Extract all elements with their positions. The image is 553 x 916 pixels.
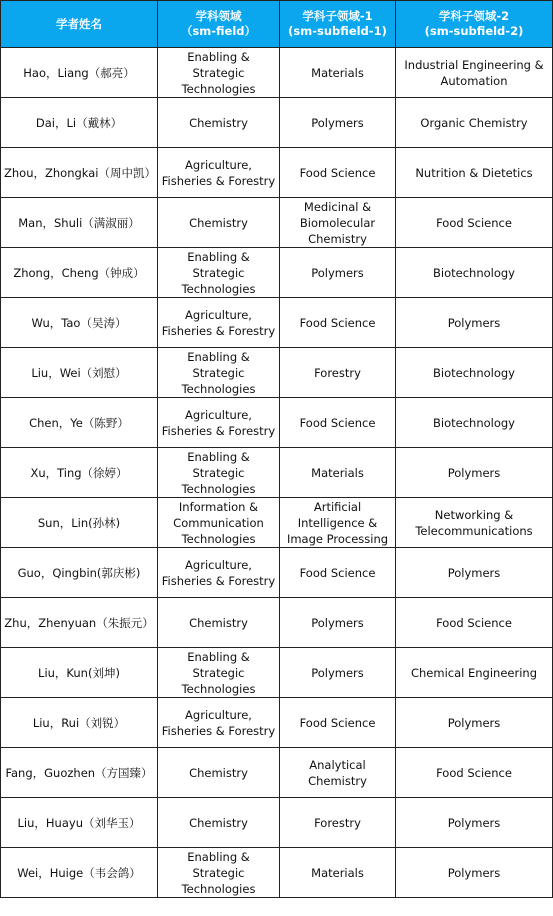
- header-field: [158, 1, 280, 48]
- table-row: [1, 348, 553, 398]
- table-row: [1, 698, 553, 748]
- cell-subfield-2: Chemical Engineering: [396, 648, 553, 698]
- cell-subfield-2: Biotechnology: [396, 248, 553, 298]
- cell-field: Chemistry: [158, 748, 280, 798]
- cell-subfield-2: Networking & Telecommunications: [396, 498, 553, 548]
- cell-subfield-2: Organic Chemistry: [396, 98, 553, 148]
- cell-scholar-name: Xu，Ting（徐婷）: [1, 448, 158, 498]
- cell-subfield-1: Food Science: [280, 148, 396, 198]
- cell-field: Agriculture, Fisheries & Forestry: [158, 148, 280, 198]
- header-subfield-1: [280, 1, 396, 48]
- cell-field: Enabling & Strategic Technologies: [158, 348, 280, 398]
- cell-subfield-2: Food Science: [396, 598, 553, 648]
- table-row: [1, 448, 553, 498]
- header-subfield-2-line2: (sm-subfield-2): [424, 24, 524, 38]
- cell-field: Information & Communication Technologies: [158, 498, 280, 548]
- header-subfield-2-line1: 学科子领域-2: [438, 9, 510, 23]
- table-row: [1, 748, 553, 798]
- cell-subfield-1: Materials: [280, 48, 396, 98]
- cell-subfield-2: Polymers: [396, 448, 553, 498]
- cell-subfield-1: Polymers: [280, 598, 396, 648]
- cell-subfield-1: Food Science: [280, 698, 396, 748]
- table-row: [1, 548, 553, 598]
- table-row: [1, 48, 553, 98]
- cell-subfield-2: Food Science: [396, 748, 553, 798]
- cell-scholar-name: Zhong，Cheng（钟成）: [1, 248, 158, 298]
- cell-field: Chemistry: [158, 598, 280, 648]
- cell-subfield-2: Polymers: [396, 798, 553, 848]
- cell-subfield-1: Food Science: [280, 398, 396, 448]
- cell-scholar-name: Liu，Kun(刘坤): [1, 648, 158, 698]
- cell-subfield-2: Polymers: [396, 848, 553, 898]
- cell-scholar-name: Man，Shuli（满淑丽）: [1, 198, 158, 248]
- header-field-line2: （sm-field）: [180, 24, 257, 38]
- table-row: [1, 248, 553, 298]
- header-scholar-name: [1, 1, 158, 48]
- header-scholar-name-text: 学者姓名: [56, 16, 102, 31]
- cell-field: Chemistry: [158, 198, 280, 248]
- cell-subfield-1: Polymers: [280, 98, 396, 148]
- cell-subfield-2: Nutrition & Dietetics: [396, 148, 553, 198]
- cell-field: Enabling & Strategic Technologies: [158, 248, 280, 298]
- cell-scholar-name: Wei，Huige（韦会鸽）: [1, 848, 158, 898]
- cell-scholar-name: Wu，Tao（吴涛）: [1, 298, 158, 348]
- cell-scholar-name: Hao，Liang（郝亮）: [1, 48, 158, 98]
- header-subfield-2: [396, 1, 553, 48]
- table-row: [1, 298, 553, 348]
- cell-field: Enabling & Strategic Technologies: [158, 48, 280, 98]
- table-row: [1, 498, 553, 548]
- header-subfield-1-line2: (sm-subfield-1): [288, 24, 387, 38]
- header-field-line1: 学科领域: [195, 9, 242, 23]
- cell-subfield-1: Polymers: [280, 248, 396, 298]
- cell-subfield-2: Biotechnology: [396, 348, 553, 398]
- cell-field: Agriculture, Fisheries & Forestry: [158, 298, 280, 348]
- cell-field: Chemistry: [158, 798, 280, 848]
- cell-subfield-2: Food Science: [396, 198, 553, 248]
- cell-subfield-1: Artificial Intelligence & Image Processing: [280, 498, 396, 548]
- cell-field: Enabling & Strategic Technologies: [158, 848, 280, 898]
- cell-field: Enabling & Strategic Technologies: [158, 648, 280, 698]
- cell-scholar-name: Liu，Rui（刘锐）: [1, 698, 158, 748]
- cell-scholar-name: Zhou，Zhongkai（周中凯）: [1, 148, 158, 198]
- cell-field: Agriculture, Fisheries & Forestry: [158, 548, 280, 598]
- cell-scholar-name: Guo，Qingbin(郭庆彬): [1, 548, 158, 598]
- cell-field: Enabling & Strategic Technologies: [158, 448, 280, 498]
- cell-subfield-1: Forestry: [280, 798, 396, 848]
- cell-subfield-1: Forestry: [280, 348, 396, 398]
- cell-subfield-1: Food Science: [280, 298, 396, 348]
- table-body: [1, 48, 553, 898]
- table-row: [1, 198, 553, 248]
- cell-subfield-1: Analytical Chemistry: [280, 748, 396, 798]
- cell-subfield-1: Materials: [280, 448, 396, 498]
- table-header-row: [1, 1, 553, 48]
- table-row: [1, 98, 553, 148]
- cell-scholar-name: Liu，Huayu（刘华玉）: [1, 798, 158, 848]
- table-row: [1, 798, 553, 848]
- cell-subfield-1: Materials: [280, 848, 396, 898]
- cell-subfield-1: Medicinal & Biomolecular Chemistry: [280, 198, 396, 248]
- cell-scholar-name: Liu，Wei（刘慰）: [1, 348, 158, 398]
- cell-subfield-2: Biotechnology: [396, 398, 553, 448]
- cell-subfield-1: Food Science: [280, 548, 396, 598]
- table-row: [1, 848, 553, 898]
- cell-field: Agriculture, Fisheries & Forestry: [158, 698, 280, 748]
- cell-field: Agriculture, Fisheries & Forestry: [158, 398, 280, 448]
- cell-subfield-2: Polymers: [396, 298, 553, 348]
- cell-subfield-2: Industrial Engineering & Automation: [396, 48, 553, 98]
- cell-scholar-name: Sun，Lin(孙林): [1, 498, 158, 548]
- cell-scholar-name: Dai，Li（戴林）: [1, 98, 158, 148]
- cell-scholar-name: Fang，Guozhen（方国臻）: [1, 748, 158, 798]
- cell-subfield-1: Polymers: [280, 648, 396, 698]
- header-subfield-1-line1: 学科子领域-1: [302, 9, 373, 23]
- table-row: [1, 598, 553, 648]
- table-row: [1, 648, 553, 698]
- table-row: [1, 398, 553, 448]
- table-row: [1, 148, 553, 198]
- cell-field: Chemistry: [158, 98, 280, 148]
- cell-scholar-name: Zhu，Zhenyuan（朱振元）: [1, 598, 158, 648]
- cell-scholar-name: Chen，Ye（陈野）: [1, 398, 158, 448]
- cell-subfield-2: Polymers: [396, 548, 553, 598]
- cell-subfield-2: Polymers: [396, 698, 553, 748]
